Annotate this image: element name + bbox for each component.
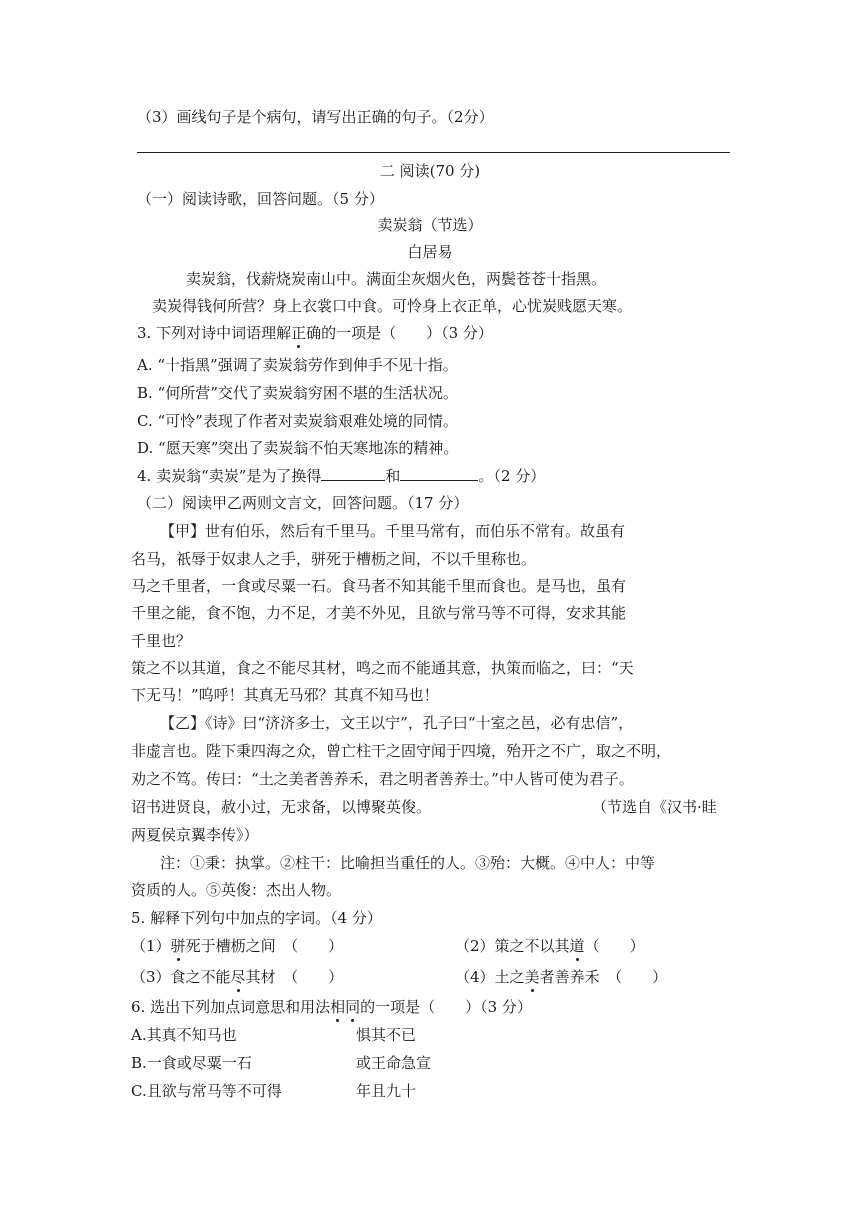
question-3-prev: （3）画线句子是个病句，请写出正确的句子。（2分）: [137, 108, 494, 126]
yi-line-2: 非虚言也。陛下秉四海之众，曾亡柱干之固守闻于四境，殆开之不广，取之不明，: [131, 742, 672, 760]
emphasis-dot-char: 同: [345, 998, 361, 1016]
q6-option-c-left: C.且欲与常马等不可得: [131, 1082, 282, 1100]
option-b: B. “何所营”交代了卖炭翁穷困不堪的生活状况。: [137, 384, 458, 402]
part1-heading: （一）阅读诗歌，回答问题。（5 分）: [137, 190, 384, 208]
yi-line-1: 【乙】《诗》曰“济济多士，文王以宁”，孔子曰“十室之邑，必有忠信”，: [160, 714, 634, 732]
poem-line-1: 卖炭翁，伐薪烧炭南山中。满面尘灰烟火色，两鬓苍苍十指黑。: [186, 270, 607, 288]
q5-item-4: （4）土之美者善养禾 （ ）: [455, 968, 668, 986]
q6-option-a-left: A.其真不知马也: [131, 1026, 237, 1044]
emphasis-dot-char: 美: [524, 968, 540, 986]
jia-line-4: 千里之能，食不饱，力不足，才美不外见，且欲与常马等不可得，安求其能: [131, 604, 627, 622]
q5-item-3: （3）食之不能尽其材 （ ）: [131, 968, 344, 986]
blank-1[interactable]: [321, 465, 385, 481]
question-4: 4. 卖炭翁“卖炭”是为了换得 和 。（2 分）: [137, 467, 546, 485]
yi-source: （节选自《汉书·眭: [592, 798, 717, 816]
q5-item-1: （1）骈死于槽枥之间 （ ）: [131, 937, 344, 955]
q6-option-a-right: 惧其不已: [356, 1026, 417, 1044]
jia-line-3: 马之千里者，一食或尽粟一石。食马者不知其能千里而食也。是马也，虽有: [131, 577, 627, 595]
yi-line-4: 诏书进贤良，赦小过，无求备，以博聚英俊。: [131, 798, 432, 816]
note-line-2: 资质的人。⑤英俊：杰出人物。: [131, 881, 342, 899]
emphasis-dot-char: 骈: [170, 937, 186, 955]
option-d: D. “愿天寒”突出了卖炭翁不怕天寒地冻的精神。: [137, 439, 459, 457]
q5-item-2: （2）策之不以其道（ ）: [455, 937, 645, 955]
emphasis-dot-char: 尽: [230, 968, 246, 986]
emphasis-dot-char: 相: [330, 998, 346, 1016]
q6-option-b-left: B.一食或尽粟一石: [131, 1054, 252, 1072]
section-title: 二 阅读(70 分): [379, 162, 481, 180]
option-c: C. “可怜”表现了作者对卖炭翁艰难处境的同情。: [137, 412, 458, 430]
emphasis-dot-char: 道: [569, 937, 585, 955]
emphasis-dot-char: 正: [291, 324, 307, 342]
jia-line-2: 名马，祇辱于奴隶人之手，骈死于槽枥之间，不以千里称也。: [131, 550, 537, 568]
note-line-1: 注：①秉：执掌。②柱干：比喻担当重任的人。③殆：大概。④中人：中等: [160, 854, 656, 872]
question-5: 5. 解释下列句中加点的字词。（4 分）: [131, 909, 382, 927]
poem-author: 白居易: [407, 243, 453, 261]
q6-option-b-right: 或王命急宣: [356, 1054, 432, 1072]
option-a: A. “十指黑”强调了卖炭翁劳作到伸手不见十指。: [137, 356, 458, 374]
poem-line-2: 卖炭得钱何所营？身上衣裳口中食。可怜身上衣正单，心忧炭贱愿天寒。: [152, 297, 633, 315]
jia-line-7: 下无马！”呜呼！其真无马邪？其真不知马也！: [131, 686, 439, 704]
jia-line-5: 千里也？: [131, 632, 192, 650]
yi-source-cont: 两夏侯京翼李传》）: [131, 826, 259, 844]
yi-line-3: 劝之不笃。传曰：“土之美者善养禾，君之明者善养士。”中人皆可使为君子。: [131, 770, 634, 788]
question-3: 3. 下列对诗中词语理解正确的一项是（ ）（3 分）: [137, 324, 493, 342]
jia-line-6: 策之不以其道，食之不能尽其材，鸣之而不能通其意，执策而临之，曰：“天: [131, 659, 634, 677]
jia-line-1: 【甲】世有伯乐，然后有千里马。千里马常有，而伯乐不常有。故虽有: [160, 522, 626, 540]
answer-line: [137, 152, 730, 153]
part2-heading: （二）阅读甲乙两则文言文，回答问题。（17 分）: [137, 494, 469, 512]
poem-title: 卖炭翁（节选）: [377, 216, 483, 234]
question-6: 6. 选出下列加点词意思和用法相同的一项是（ ）（3 分）: [131, 998, 532, 1016]
blank-2[interactable]: [400, 465, 478, 481]
q6-option-c-right: 年且九十: [356, 1082, 417, 1100]
